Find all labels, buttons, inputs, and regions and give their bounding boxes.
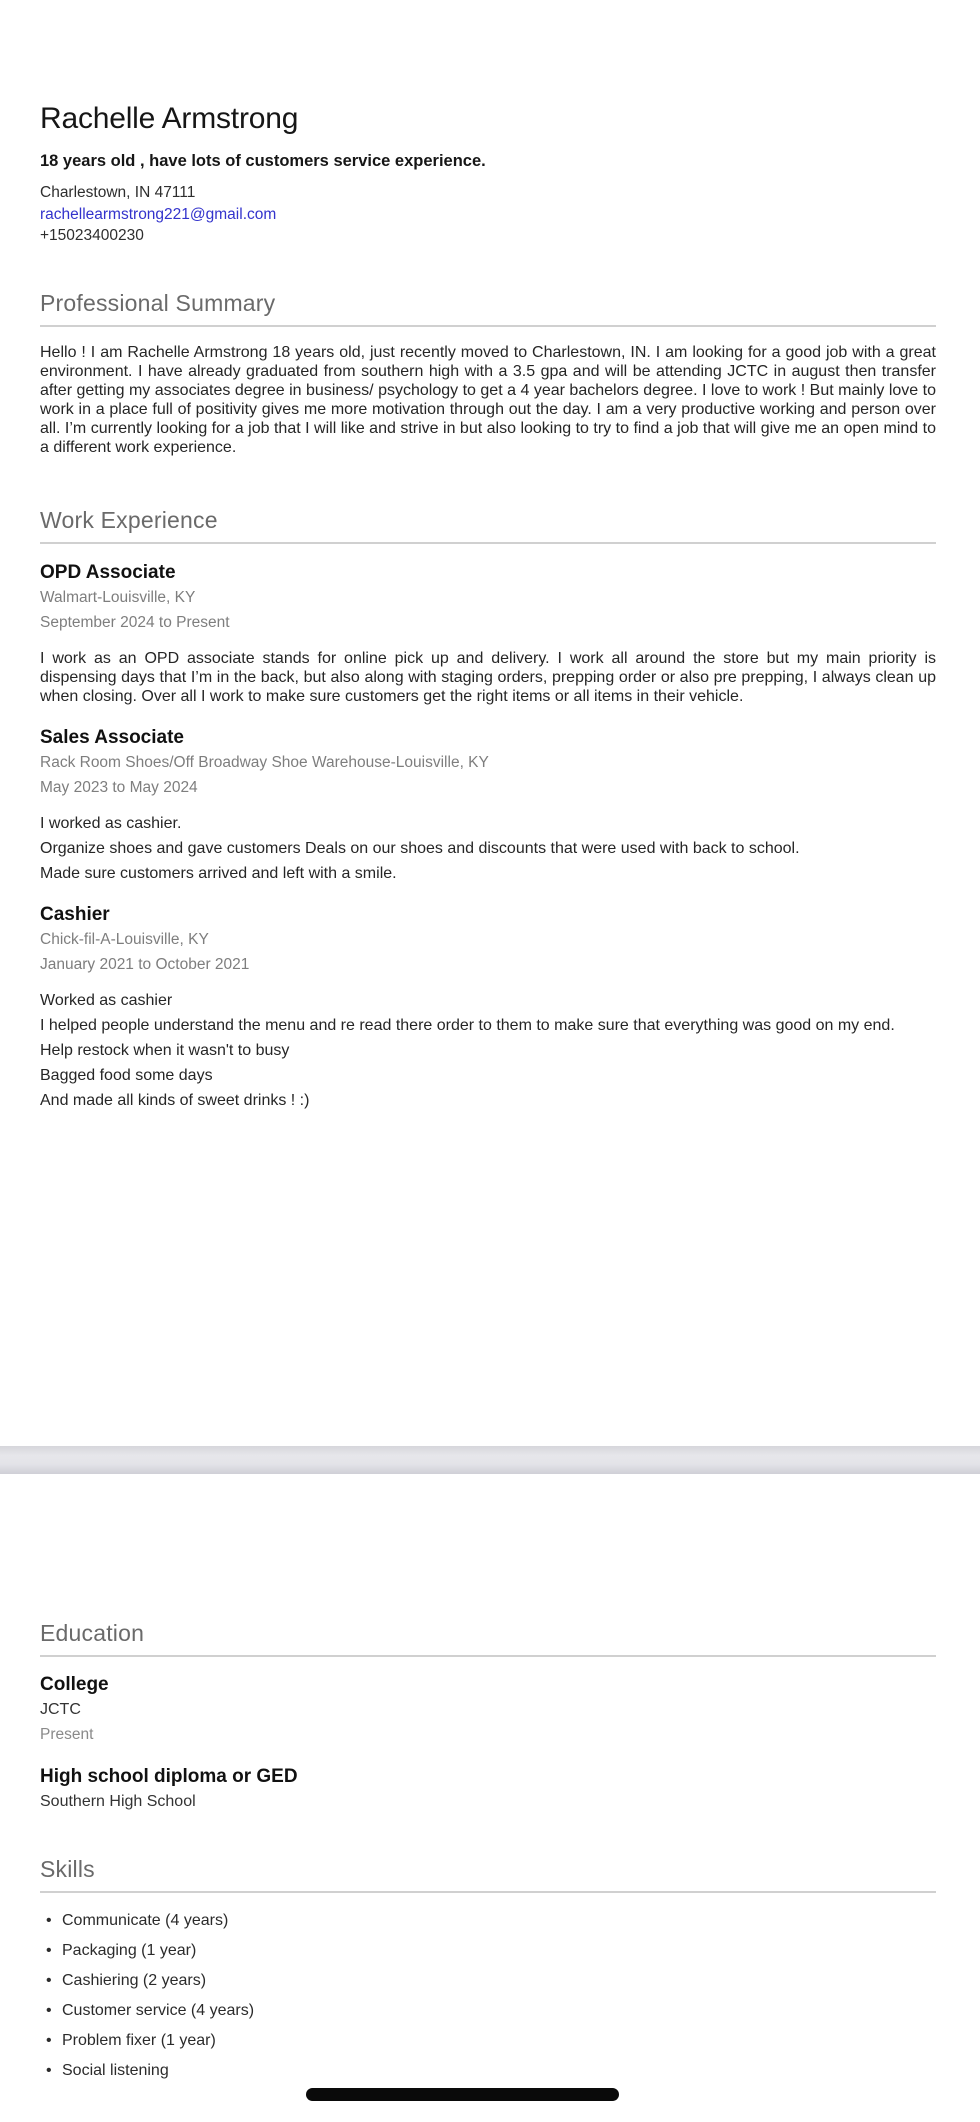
job-dates: May 2023 to May 2024: [40, 778, 198, 796]
skill-item: [40, 2060, 936, 2081]
education-school: Southern High School: [40, 1793, 196, 1810]
candidate-location: Charlestown, IN 47111: [40, 184, 196, 201]
job-title: Sales Associate: [40, 726, 184, 748]
job-description-paragraph: Made sure customers arrived and left with a smile.: [40, 864, 397, 882]
education-school: JCTC: [40, 1701, 81, 1718]
page-break-band: [0, 1446, 980, 1474]
job-description: [40, 991, 936, 1110]
skill-label: Packaging (1 year): [62, 1942, 197, 1959]
education-entry: [40, 1765, 936, 1812]
bullet-icon: •: [46, 1912, 52, 1929]
skill-label: Social listening: [62, 2062, 169, 2079]
job-description-paragraph: Bagged food some days: [40, 1066, 213, 1084]
job-description-paragraph: I helped people understand the menu and re read there order to them to make sure that everything was good on my end.: [40, 1016, 895, 1034]
skill-item: [40, 2030, 936, 2051]
education-entry: [40, 1673, 936, 1745]
candidate-phone: +15023400230: [40, 227, 144, 244]
job-entry: [40, 903, 936, 1110]
skills-list: [40, 1910, 936, 2081]
job-description-paragraph: Help restock when it wasn't to busy: [40, 1041, 290, 1059]
job-company: Rack Room Shoes/Off Broadway Shoe Warehouse-Louisville, KY: [40, 753, 489, 771]
section-divider: [40, 325, 936, 327]
skill-item: [40, 1940, 936, 1961]
section-divider: [40, 1891, 936, 1893]
section-divider: [40, 542, 936, 544]
job-description-paragraph: I worked as cashier.: [40, 814, 182, 832]
contact-block: [40, 182, 936, 247]
skill-item: [40, 2000, 936, 2021]
home-indicator[interactable]: [306, 2088, 619, 2101]
job-description: [40, 649, 936, 706]
candidate-email-link[interactable]: rachellearmstrong221@gmail.com: [40, 205, 277, 223]
job-description-paragraph: Worked as cashier: [40, 991, 173, 1009]
skill-item: [40, 1970, 936, 1991]
job-description: [40, 814, 936, 883]
job-entry: [40, 561, 936, 706]
job-description-paragraph: Organize shoes and gave customers Deals on our shoes and discounts that were used with back to school.: [40, 839, 800, 857]
bullet-icon: •: [46, 2062, 52, 2079]
skill-item: [40, 1910, 936, 1931]
education-degree: College: [40, 1674, 109, 1695]
skill-label: Customer service (4 years): [62, 2002, 255, 2019]
job-company: Walmart-Louisville, KY: [40, 588, 196, 606]
professional-summary-text: Hello ! I am Rachelle Armstrong 18 years old, just recently moved to Charlestown, IN. I am looking for a good job with a great environment. I have already graduated from southern high with a 3.5 gpa and will be attending JCTC in august then transfer after getting my associates degree in business/ psychology to get a 4 year bachelors degree. I love to work ! But mainly love to work in a place full of positivity gives me more motivation through out the day. I am a very productive working and person over all. I’m currently looking for a job that I will like and strive in but also looking to try to find a job that will give me an open mind to a different work experience.: [40, 343, 936, 456]
education-degree: High school diploma or GED: [40, 1766, 298, 1787]
section-title-professional-summary: Professional Summary: [40, 289, 276, 316]
bullet-icon: •: [46, 2002, 52, 2019]
skill-label: Cashiering (2 years): [62, 1972, 207, 1989]
job-company: Chick-fil-A-Louisville, KY: [40, 930, 209, 948]
candidate-tagline: 18 years old , have lots of customers service experience.: [40, 152, 486, 170]
resume-page-2: [40, 1620, 936, 2090]
candidate-name: Rachelle Armstrong: [40, 102, 299, 135]
job-description-paragraph: And made all kinds of sweet drinks ! :): [40, 1091, 310, 1109]
section-title-skills: Skills: [40, 1856, 95, 1882]
job-dates: September 2024 to Present: [40, 613, 230, 631]
section-title-education: Education: [40, 1620, 145, 1646]
section-title-work-experience: Work Experience: [40, 506, 218, 533]
bullet-icon: •: [46, 1972, 52, 1989]
job-title: OPD Associate: [40, 561, 176, 583]
skill-label: Communicate (4 years): [62, 1912, 229, 1929]
education-dates: Present: [40, 1726, 94, 1743]
bullet-icon: •: [46, 1942, 52, 1959]
section-divider: [40, 1655, 936, 1657]
skill-label: Problem fixer (1 year): [62, 2032, 216, 2049]
bullet-icon: •: [46, 2032, 52, 2049]
job-entry: [40, 726, 936, 883]
job-title: Cashier: [40, 903, 110, 925]
job-description-paragraph: I work as an OPD associate stands for online pick up and delivery. I work all around the store but my main priority is dispensing days that I’m in the back, but also along with staging orders, prepping order or also pre prepping, I always clean up when closing. Over all I work to make sure customers get the right items or all items in their vehicle.: [40, 649, 936, 705]
job-dates: January 2021 to October 2021: [40, 955, 250, 973]
